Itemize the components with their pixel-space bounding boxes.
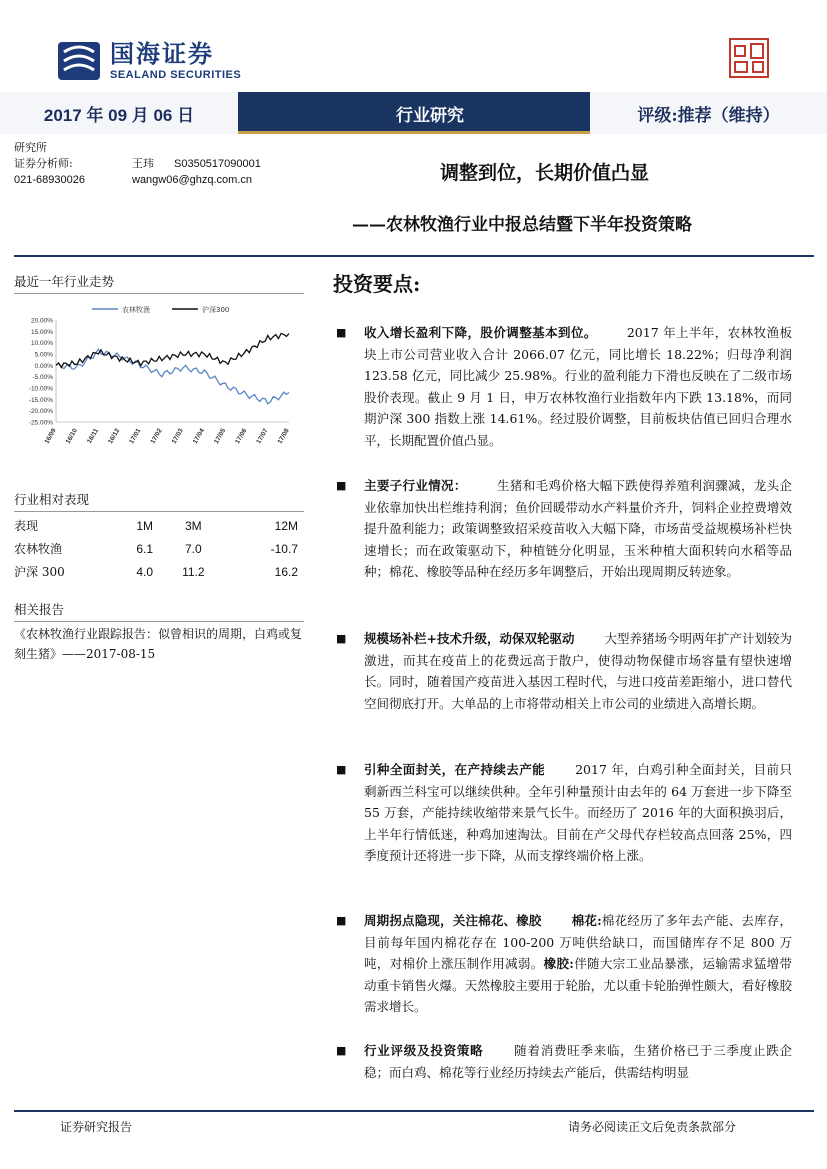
key-point-text: 伴随大宗工业品暴涨，运输需求猛增带动重卡销售火爆。天然橡胶主要用于轮胎，尤以重卡轮胎弹性颇大，看好橡胶需求增长。 bbox=[364, 956, 792, 1014]
table-row bbox=[14, 560, 304, 583]
key-point-text: 2017 年，白鸡引种全面封关，目前只剩新西兰科宝可以继续供种。全年引种量预计由去年的 64 万套进一步下降至 55 万套，产能持续收缩带来景气长牛。而经历了 2016 年的大面积换羽后，上半年行情低迷，种鸡加速淘汰。目前在产父母代存栏较高点回落 25%，四季度预计还将进一步下降，从而支撑终端价格上涨。 bbox=[364, 762, 792, 863]
author-role: 证券分析师: bbox=[14, 157, 73, 170]
x-tick-label: 17/07 bbox=[255, 427, 270, 446]
report-category: 行业研究 bbox=[396, 105, 464, 126]
y-tick-label: -25.00% bbox=[28, 419, 53, 427]
key-point-4 bbox=[336, 759, 792, 867]
perf-heading: 行业相对表现 bbox=[14, 490, 304, 512]
logo-text-cn: 国海证券 bbox=[110, 40, 214, 68]
table-header: 表现 bbox=[14, 519, 39, 533]
bullet-icon: ■ bbox=[336, 763, 347, 776]
header-banner bbox=[0, 92, 827, 134]
table-cell: 4.0 bbox=[136, 564, 154, 579]
key-point-title: 收入增长盈利下降，股价调整基本到位。 bbox=[364, 325, 597, 340]
divider bbox=[14, 255, 814, 257]
series-line-2 bbox=[56, 334, 289, 368]
key-point-text: 大型养猪场今明两年扩产计划较为激进，而其在疫苗上的花费远高于散户，使得动物保健市场容量有望快速增长。同时，随着国产疫苗进入基因工程时代，与进口疫苗差距缩小，进口替代空间彻底打开。大单品的上市将带动相关上市公司的业绩进入高增长期。 bbox=[364, 631, 792, 711]
x-tick-label: 17/08 bbox=[276, 427, 291, 446]
x-tick-label: 16/12 bbox=[107, 427, 122, 446]
y-tick-label: -10.00% bbox=[28, 385, 53, 393]
bullet-icon: ■ bbox=[336, 479, 347, 492]
performance-table bbox=[14, 514, 304, 583]
trend-heading: 最近一年行业走势 bbox=[14, 272, 304, 294]
footer-disclaimer: 请务必阅读正文后免责条款部分 bbox=[568, 1120, 737, 1134]
sealand-logo-icon bbox=[56, 38, 102, 84]
key-point-5 bbox=[336, 910, 792, 1018]
x-tick-label: 17/06 bbox=[234, 427, 249, 446]
table-header: 12M bbox=[274, 518, 298, 533]
table-row bbox=[14, 537, 304, 560]
y-tick-label: 15.00% bbox=[30, 328, 53, 336]
footer-left-text: 证券研究报告 bbox=[60, 1120, 133, 1134]
seal-stamp-icon bbox=[729, 38, 769, 78]
key-point-text: 棉花经历了多年去产能、去库存，目前每年国内棉花存在 100-200 万吨供给缺口，而国储库存不足 800 万吨，对棉价上涨压制作用减弱。 bbox=[364, 913, 792, 971]
x-tick-label: 16/10 bbox=[64, 427, 79, 446]
key-point-text: 生猪和毛鸡价格大幅下跌使得养殖利润骤减，龙头企业依靠加快出栏维持利润；鱼价回暖带动水产料量价齐升，饲料企业控费增效提升盈利能力；政策调整致招采疫苗收入大幅下降，市场苗受益规模场补栏快速增长；而在政策驱动下，种植链分化明显，玉米种植大面积转向水稻等品种；棉花、橡胶等品种在经历多年调整后，开始出现周期反转迹象。 bbox=[364, 478, 792, 579]
bullet-icon: ■ bbox=[336, 632, 347, 645]
bullet-icon: ■ bbox=[336, 1044, 347, 1057]
table-cell: 6.1 bbox=[136, 541, 154, 556]
key-point-text: 2017 年上半年，农林牧渔板块上市公司营业收入合计 2066.07 亿元，同比增长 18.22%；归母净利润 123.58 亿元，同比减少 25.98%。行业的盈利能力下滑也反映在了二级市场股价表现。截止 9 月 1 日，申万农林牧渔行业指数年内下跌 13.18%，而同期沪深 300 指数上涨 14.61%。经过股价调整，目前板块估值已回归合理水平，长期配置价值凸显。 bbox=[364, 325, 792, 448]
key-point-text: 随着消费旺季来临，生猪价格已于三季度止跌企稳；而白鸡、棉花等行业经历持续去产能后，供需结构明显 bbox=[364, 1043, 792, 1080]
related-report-link[interactable]: 《农林牧渔行业跟踪报告：似曾相识的周期，白鸡或复刻生猪》——2017-08-15 bbox=[14, 627, 303, 661]
report-subtitle: ——农林牧渔行业中报总结暨下半年投资策略 bbox=[352, 215, 692, 235]
table-cell: 沪深 300 bbox=[14, 565, 65, 579]
logo-text-en: SEALAND SECURITIES bbox=[110, 69, 242, 81]
footer-divider bbox=[14, 1110, 814, 1112]
y-tick-label: 20.00% bbox=[30, 317, 53, 325]
key-point-title: 主要子行业情况： bbox=[364, 478, 467, 493]
author-email[interactable]: wangw06@ghzq.com.cn bbox=[132, 174, 253, 186]
table-cell: 11.2 bbox=[182, 564, 205, 579]
x-tick-label: 16/09 bbox=[43, 427, 58, 446]
table-cell: 16.2 bbox=[274, 564, 298, 579]
report-rating: 评级:推荐（维持） bbox=[590, 92, 827, 134]
key-point-2 bbox=[336, 475, 792, 583]
key-point-1 bbox=[336, 322, 792, 451]
bullet-icon: ■ bbox=[336, 914, 347, 927]
table-cell: 7.0 bbox=[184, 541, 202, 556]
report-title: 调整到位，长期价值凸显 bbox=[440, 162, 650, 184]
table-cell: 农林牧渔 bbox=[14, 542, 63, 556]
cotton-label: 棉花: bbox=[571, 913, 602, 928]
rubber-label: 橡胶: bbox=[543, 956, 574, 971]
author-phone: 021-68930026 bbox=[14, 174, 85, 186]
table-header: 3M bbox=[184, 518, 202, 533]
x-tick-label: 17/05 bbox=[212, 427, 228, 446]
author-name: 王玮 bbox=[132, 157, 154, 170]
company-logo bbox=[56, 36, 241, 86]
y-tick-label: -15.00% bbox=[28, 396, 53, 404]
x-tick-label: 17/03 bbox=[170, 427, 185, 446]
bullet-icon: ■ bbox=[336, 326, 347, 339]
author-cert: S0350517090001 bbox=[174, 158, 261, 170]
y-tick-label: 10.00% bbox=[30, 340, 53, 348]
y-tick-label: 0.00% bbox=[34, 362, 53, 370]
key-point-title: 行业评级及投资策略 bbox=[364, 1043, 484, 1058]
y-tick-label: 5.00% bbox=[34, 351, 53, 359]
trend-chart bbox=[14, 296, 304, 464]
key-point-title: 引种全面封关，在产持续去产能 bbox=[364, 762, 546, 777]
x-tick-label: 17/04 bbox=[191, 427, 207, 446]
x-tick-label: 16/11 bbox=[86, 427, 101, 445]
table-cell: -10.7 bbox=[270, 541, 298, 556]
author-info bbox=[14, 140, 294, 188]
y-tick-label: -20.00% bbox=[28, 408, 53, 416]
key-point-title: 规模场补栏+技术升级，动保双轮驱动 bbox=[364, 631, 575, 646]
key-point-title: 周期拐点隐现，关注棉花、橡胶 bbox=[364, 913, 542, 928]
table-header-row bbox=[14, 514, 304, 537]
x-tick-label: 17/02 bbox=[149, 427, 164, 446]
table-header: 1M bbox=[136, 518, 154, 533]
related-heading: 相关报告 bbox=[14, 600, 304, 622]
author-dept: 研究所 bbox=[14, 141, 47, 154]
x-tick-label: 17/01 bbox=[128, 427, 143, 446]
report-date: 2017 年 09 月 06 日 bbox=[0, 92, 238, 134]
key-point-3 bbox=[336, 628, 792, 714]
legend-label: 沪深300 bbox=[202, 306, 230, 314]
key-points-heading: 投资要点: bbox=[333, 272, 421, 296]
y-tick-label: -5.00% bbox=[32, 374, 53, 382]
key-point-6 bbox=[336, 1040, 792, 1083]
legend-label: 农林牧渔 bbox=[122, 306, 150, 314]
